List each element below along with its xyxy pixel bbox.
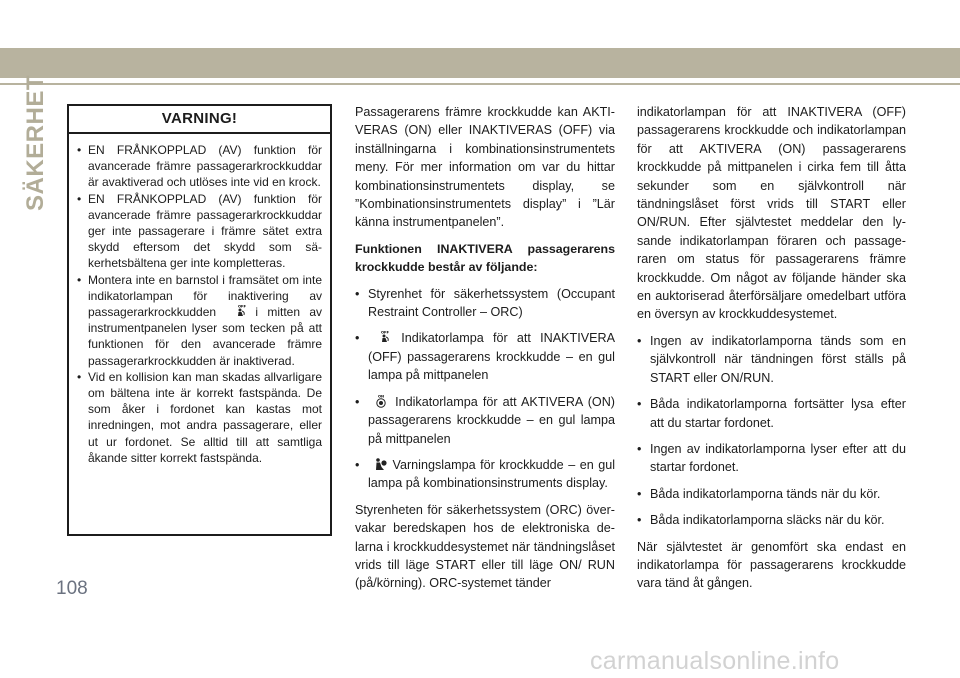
warning-item-text: Montera inte en barnstol i framsätet om inte indikatorlampan för inaktivering av passagerarkrockkudden <box>88 272 322 320</box>
list-item: • Ingen av indikatorlamporna tänds som en självkontroll när tändningen först ställs på START eller ON/RUN. <box>637 332 906 387</box>
list-item: • Ingen av indikatorlamporna lyser efter att du startar fordonet. <box>637 440 906 477</box>
list-item-text: Varningslampa för krockkudde – en gul lampa på kombinationsinstruments display. <box>368 457 616 491</box>
paragraph: Passagerarens främre krockkudde kan AKTIVERAS (ON) eller INAKTIVERAS (OFF) via inställningarna i kombinationsinstrumentets meny. För mer information om var du hittar kombinationsinstrumentets display, se ”Kombinationsinstrumentets display” i ”Lär känna instrumentpanelen”. <box>355 105 615 230</box>
list-item <box>355 393 615 448</box>
svg-text:OFF: OFF <box>238 304 247 309</box>
subheading: Funktionen INAKTIVERA passagerarens krockkudde består av följande: <box>355 241 615 275</box>
section-label-text: SÄKERHET <box>22 74 49 212</box>
airbag-warning-icon <box>373 457 389 471</box>
list-item-text: Indikatorlampa för att INAKTIVERA (OFF) passagerarens krockkudde – en gul lampa på mittpanelen <box>368 331 615 383</box>
list-item <box>355 329 615 384</box>
warning-item <box>77 272 322 369</box>
section-label <box>22 74 50 212</box>
paragraph: Styrenheten för säkerhetssystem (ORC) övervakar beredskapen hos de elektroniska delarna i krockkuddesystemet när tändningslåset vrids till läge START eller till läge ON/ RUN (på/körning). ORC-systemet tänder <box>355 502 615 591</box>
header-band <box>0 48 960 78</box>
page-number: 108 <box>56 578 88 599</box>
warning-item-text: i mitten av instrumentpanelen lyser som tecken på att funktionen för den avancerade främre passagerarkrockkudden är inaktiverad. <box>88 305 323 368</box>
warning-item: • Vid en kollision kan man skadas allvarligare om bältena inte är korrekt fastspända. De som åker i fordonet kan kastas mot inredningen, mot andra passagerare, eller ut ur fordonet. Se alltid till att samtliga åkande sitter korrekt fastspända. <box>77 369 322 466</box>
watermark: carmanualsonline.info <box>590 647 840 675</box>
warning-box <box>67 104 332 536</box>
paragraph: När självtestet är genomfört ska endast en indikatorlampa för passagerarens krockkudde vara tänd åt gången. <box>637 539 906 591</box>
list-item: • Båda indikatorlamporna släcks när du kör. <box>637 511 906 529</box>
list-item: • Styrenhet för säkerhetssystem (Occupant Restraint Controller – ORC) <box>355 285 615 322</box>
passenger-airbag-off-icon <box>233 304 249 318</box>
svg-text:ON: • ON <box>378 394 385 399</box>
warning-item: • EN FRÅNKOPPLAD (AV) funktion för avancerade främre passagerarkrockkuddar är avaktiverad och utlöses inte vid en krock. <box>77 142 322 191</box>
column-right <box>637 103 906 601</box>
warning-list <box>69 134 330 466</box>
column-middle <box>355 103 615 601</box>
passenger-airbag-on-icon <box>373 394 389 408</box>
list-item: • Båda indikatorlamporna tänds när du kör. <box>637 485 906 503</box>
list-item <box>355 456 615 493</box>
warning-item: • EN FRÅNKOPPLAD (AV) funktion för avancerade främre passagerarkrockkuddar ger inte passagerare i främre sätet extra skydd eftersom det skydd som säkerhetsbältena ger inte kompletteras. <box>77 191 322 272</box>
list-item: • Båda indikatorlamporna fortsätter lysa efter att du startar fordonet. <box>637 395 906 432</box>
paragraph: indikatorlampan för att INAKTIVERA (OFF) passagerarens krockkudde och indikatorlampan för att AKTIVERA (ON) passagerarens krockkudde på mittpanelen i cirka fem till åtta sekunder som en självkontroll när tändningslåset först vrids till START eller ON/RUN. Efter självtestet meddelar den lysande indikatorlampan föraren och passageraren om status för passagerarens främre krockkudde. Om något av följande händer ska en auktoriserad återförsäljare omedelbart utföra en översyn av krockkuddesystemet. <box>637 105 906 322</box>
warning-title: VARNING! <box>69 106 330 134</box>
list-item-text: Indikatorlampa för att AKTIVERA (ON) passagerarens krockkudde – en gul lampa på mittpanelen <box>368 394 615 446</box>
header-rule <box>0 83 960 85</box>
passenger-airbag-off-icon <box>377 330 393 344</box>
svg-text:OFF: • OFF <box>381 330 390 335</box>
